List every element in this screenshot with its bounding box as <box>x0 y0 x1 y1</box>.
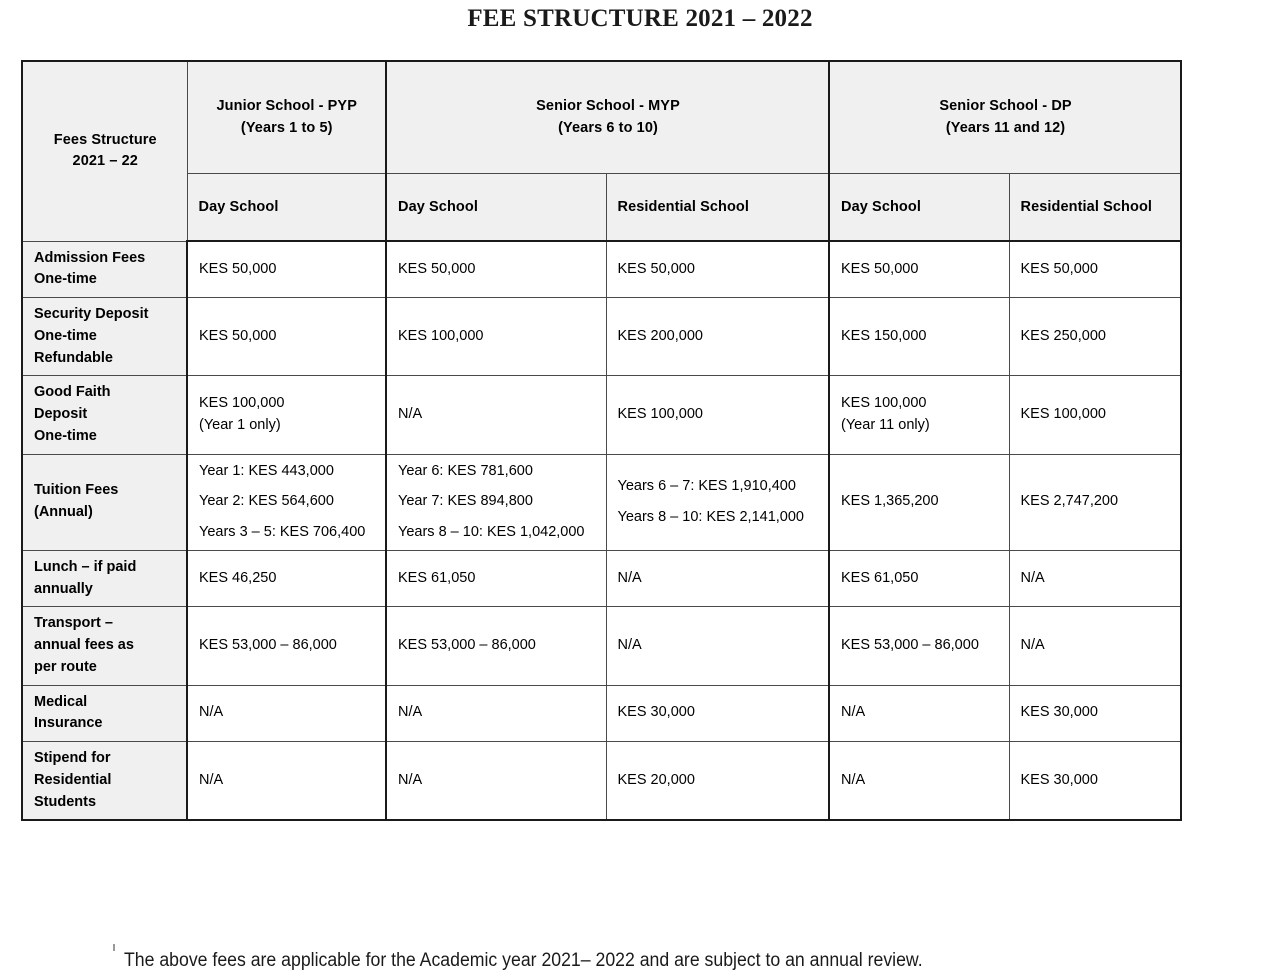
table-cell <box>829 685 1009 742</box>
cell-line: KES 250,000 <box>1020 327 1106 344</box>
cell-line: N/A <box>1020 637 1045 653</box>
table-cell <box>829 298 1009 376</box>
table-cell <box>606 241 829 298</box>
cell-line: KES 53,000 – 86,000 <box>841 637 979 653</box>
table-cell <box>386 607 606 685</box>
cell-line: KES 61,050 <box>841 569 919 586</box>
page-artifact-speck <box>113 944 115 951</box>
header-subcol-1: Day School <box>187 174 386 242</box>
table-cell <box>187 298 386 376</box>
fee-structure-table-container <box>21 60 1180 821</box>
cell-line: (Year 11 only) <box>841 416 930 433</box>
cell-line: N/A <box>841 771 866 788</box>
cell-line: N/A <box>199 704 224 721</box>
header-group-years-3: (Years 11 and 12) <box>945 119 1066 136</box>
row-label-line: Residential <box>34 771 112 788</box>
footnote-text: The above fees are applicable for the Academic year 2021– 2022 and are subject to an annual review. <box>124 950 923 971</box>
row-label-line: annual fees as <box>34 637 134 653</box>
cell-line: KES 100,000 <box>199 395 285 412</box>
table-cell <box>1009 241 1181 298</box>
table-cell <box>1009 742 1181 821</box>
cell-line: KES 50,000 <box>841 260 919 277</box>
cell-line: KES 150,000 <box>841 327 927 344</box>
cell-line: KES 100,000 <box>1020 406 1106 422</box>
cell-line: Year 7: KES 894,800 <box>398 493 533 510</box>
table-cell <box>187 607 386 685</box>
page-title: FEE STRUCTURE 2021 – 2022 <box>467 5 813 32</box>
cell-line: KES 50,000 <box>617 260 695 277</box>
cell-line: KES 30,000 <box>617 704 695 721</box>
header-subcol-3: Residential School <box>606 174 829 242</box>
row-label-line: Transport – <box>34 615 113 632</box>
header-group-name-2: Senior School - MYP <box>536 98 680 115</box>
table-row <box>22 742 1181 821</box>
header-subcol-2: Day School <box>386 174 606 242</box>
table-row <box>22 607 1181 685</box>
table-cell <box>386 742 606 821</box>
row-label-line: (Annual) <box>34 504 93 521</box>
row-label-line: Deposit <box>34 406 88 422</box>
cell-line: N/A <box>841 704 866 721</box>
row-label-line: Security Deposit <box>34 306 149 322</box>
header-group-name-1: Junior School - PYP <box>216 98 357 115</box>
table-cell <box>829 742 1009 821</box>
row-label <box>22 742 187 821</box>
row-label-line: Students <box>34 793 97 810</box>
cell-line: KES 100,000 <box>398 327 484 344</box>
cell-line: KES 53,000 – 86,000 <box>199 637 337 653</box>
table-cell <box>1009 298 1181 376</box>
header-group-row <box>22 61 1181 174</box>
table-row <box>22 241 1181 298</box>
cell-line: KES 50,000 <box>398 260 476 277</box>
table-cell <box>386 298 606 376</box>
cell-line: KES 30,000 <box>1020 771 1098 788</box>
table-cell <box>829 550 1009 607</box>
table-row <box>22 376 1181 454</box>
header-group-2 <box>386 61 829 174</box>
cell-line: N/A <box>617 637 642 653</box>
cell-line: N/A <box>398 704 423 721</box>
cell-line: N/A <box>398 406 423 422</box>
table-cell <box>606 607 829 685</box>
table-cell <box>187 685 386 742</box>
table-row <box>22 298 1181 376</box>
row-label-line: One-time <box>34 327 97 344</box>
cell-line: (Year 1 only) <box>199 416 281 433</box>
cell-line: Years 8 – 10: KES 2,141,000 <box>617 508 804 525</box>
row-label <box>22 298 187 376</box>
table-cell <box>386 241 606 298</box>
cell-line: N/A <box>1020 569 1045 586</box>
header-subrow <box>22 174 1181 242</box>
table-cell <box>187 241 386 298</box>
row-label-line: Insurance <box>34 715 103 732</box>
table-cell <box>606 376 829 454</box>
table-cell <box>1009 685 1181 742</box>
cell-line: N/A <box>199 771 224 788</box>
cell-line: KES 50,000 <box>1020 260 1098 277</box>
row-label <box>22 685 187 742</box>
header-stub-line-2: 2021 – 22 <box>72 153 138 170</box>
row-label <box>22 241 187 298</box>
header-group-name-3: Senior School - DP <box>939 98 1072 115</box>
fee-structure-table <box>21 60 1182 821</box>
cell-line: KES 2,747,200 <box>1020 493 1119 510</box>
header-subcol-4: Day School <box>829 174 1009 242</box>
table-cell <box>829 376 1009 454</box>
cell-line: KES 1,365,200 <box>841 493 939 510</box>
row-label <box>22 607 187 685</box>
header-group-years-1: (Years 1 to 5) <box>240 119 333 136</box>
cell-line: KES 100,000 <box>617 406 703 422</box>
row-label-line: Medical <box>34 693 88 710</box>
header-stub-line-1: Fees Structure <box>53 132 157 149</box>
table-cell <box>386 685 606 742</box>
row-label-line: per route <box>34 658 97 675</box>
table-cell <box>386 454 606 550</box>
cell-line: KES 50,000 <box>199 327 277 344</box>
row-label-line: Tuition Fees <box>34 482 119 499</box>
table-cell <box>1009 607 1181 685</box>
cell-line: KES 30,000 <box>1020 704 1098 721</box>
table-cell <box>1009 550 1181 607</box>
row-label <box>22 550 187 607</box>
row-label <box>22 454 187 550</box>
table-cell <box>829 607 1009 685</box>
header-group-years-2: (Years 6 to 10) <box>558 119 658 136</box>
cell-line: KES 200,000 <box>617 327 703 344</box>
table-row <box>22 550 1181 607</box>
cell-line: Years 3 – 5: KES 706,400 <box>199 524 366 540</box>
header-group-1 <box>187 61 386 174</box>
table-cell <box>606 742 829 821</box>
cell-line: KES 20,000 <box>617 771 695 788</box>
table-cell <box>187 742 386 821</box>
table-row <box>22 685 1181 742</box>
cell-line: KES 50,000 <box>199 260 277 277</box>
cell-line: N/A <box>617 569 642 586</box>
cell-line: N/A <box>398 771 423 788</box>
table-row <box>22 454 1181 550</box>
cell-line: KES 46,250 <box>199 569 277 586</box>
cell-line: KES 100,000 <box>841 395 927 412</box>
row-label <box>22 376 187 454</box>
cell-line: Years 6 – 7: KES 1,910,400 <box>617 477 796 494</box>
row-label-line: One-time <box>34 427 97 444</box>
header-stub-cell <box>22 61 187 241</box>
cell-line: KES 53,000 – 86,000 <box>398 637 536 653</box>
row-label-line: Lunch – if paid <box>34 558 137 575</box>
cell-line: Year 6: KES 781,600 <box>398 462 533 479</box>
table-cell <box>829 241 1009 298</box>
table-cell <box>187 454 386 550</box>
table-cell <box>187 550 386 607</box>
header-group-3 <box>829 61 1181 174</box>
cell-line: Year 1: KES 443,000 <box>199 462 334 479</box>
table-cell <box>187 376 386 454</box>
table-cell <box>386 376 606 454</box>
table-cell <box>606 550 829 607</box>
cell-line: KES 61,050 <box>398 569 476 586</box>
row-label-line: One-time <box>34 271 97 288</box>
row-label-line: Stipend for <box>34 750 111 766</box>
cell-line: Year 2: KES 564,600 <box>199 493 334 510</box>
table-cell <box>386 550 606 607</box>
row-label-line: Refundable <box>34 349 113 366</box>
table-cell <box>606 454 829 550</box>
table-cell <box>606 685 829 742</box>
row-label-line: annually <box>34 580 93 597</box>
table-cell <box>829 454 1009 550</box>
row-label-line: Good Faith <box>34 384 111 401</box>
cell-line: Years 8 – 10: KES 1,042,000 <box>398 524 585 540</box>
table-cell <box>1009 454 1181 550</box>
table-cell <box>606 298 829 376</box>
header-subcol-5: Residential School <box>1009 174 1181 242</box>
table-cell <box>1009 376 1181 454</box>
row-label-line: Admission Fees <box>34 249 146 266</box>
